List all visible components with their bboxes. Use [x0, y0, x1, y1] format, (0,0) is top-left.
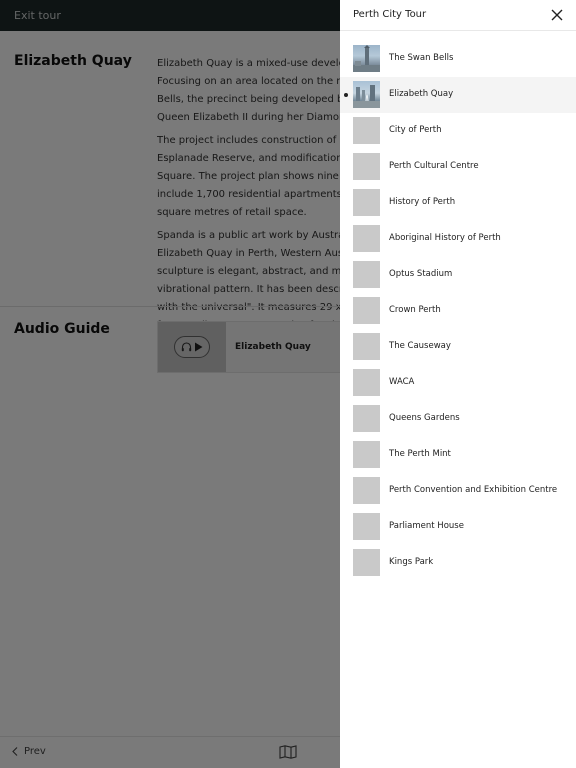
- stop-list-item[interactable]: [340, 293, 576, 329]
- stop-thumbnail-placeholder: [353, 189, 380, 216]
- stop-list-item[interactable]: [340, 77, 576, 113]
- stop-list-item[interactable]: [340, 365, 576, 401]
- stop-list-item[interactable]: [340, 545, 576, 581]
- stop-thumbnail-placeholder: [353, 477, 380, 504]
- stop-label: Perth Convention and Exhibition Centre: [389, 485, 558, 495]
- stop-thumbnail-placeholder: [353, 261, 380, 288]
- drawer-title: Perth City Tour: [353, 9, 427, 20]
- stop-list-item[interactable]: [340, 41, 576, 77]
- drawer-header: [340, 0, 576, 31]
- stop-thumbnail-photo: [353, 81, 380, 108]
- stop-label: The Swan Bells: [389, 53, 454, 63]
- stop-thumbnail-placeholder: [353, 297, 380, 324]
- stop-list: [340, 41, 576, 581]
- stop-label: WACA: [389, 377, 415, 387]
- stop-thumbnail-placeholder: [353, 441, 380, 468]
- stop-thumbnail-placeholder: [353, 513, 380, 540]
- stop-label: Queens Gardens: [389, 413, 460, 423]
- stop-list-item[interactable]: [340, 257, 576, 293]
- stop-list-item[interactable]: [340, 149, 576, 185]
- stop-label: History of Perth: [389, 197, 456, 207]
- stop-label: Elizabeth Quay: [389, 89, 454, 99]
- stop-thumbnail-placeholder: [353, 225, 380, 252]
- stop-list-item[interactable]: [340, 473, 576, 509]
- tour-stops-drawer: [340, 0, 576, 768]
- stop-label: Aboriginal History of Perth: [389, 233, 501, 243]
- stop-list-item[interactable]: [340, 329, 576, 365]
- stop-list-item[interactable]: [340, 401, 576, 437]
- stop-list-item[interactable]: [340, 221, 576, 257]
- stop-thumbnail-placeholder: [353, 405, 380, 432]
- stop-label: Kings Park: [389, 557, 434, 567]
- current-stop-indicator: [344, 93, 348, 97]
- stop-thumbnail-placeholder: [353, 153, 380, 180]
- stop-list-item[interactable]: [340, 185, 576, 221]
- stop-label: City of Perth: [389, 125, 442, 135]
- stop-list-item[interactable]: [340, 113, 576, 149]
- close-icon[interactable]: [550, 8, 564, 22]
- stop-label: Optus Stadium: [389, 269, 453, 279]
- stop-label: The Causeway: [389, 341, 451, 351]
- stop-thumbnail-placeholder: [353, 333, 380, 360]
- stop-label: Crown Perth: [389, 305, 441, 315]
- stop-thumbnail-photo: [353, 45, 380, 72]
- stop-label: Perth Cultural Centre: [389, 161, 479, 171]
- stop-thumbnail-placeholder: [353, 117, 380, 144]
- stop-thumbnail-placeholder: [353, 549, 380, 576]
- stop-list-item[interactable]: [340, 437, 576, 473]
- stop-label: Parliament House: [389, 521, 464, 531]
- stop-thumbnail-placeholder: [353, 369, 380, 396]
- stop-label: The Perth Mint: [389, 449, 451, 459]
- stop-list-item[interactable]: [340, 509, 576, 545]
